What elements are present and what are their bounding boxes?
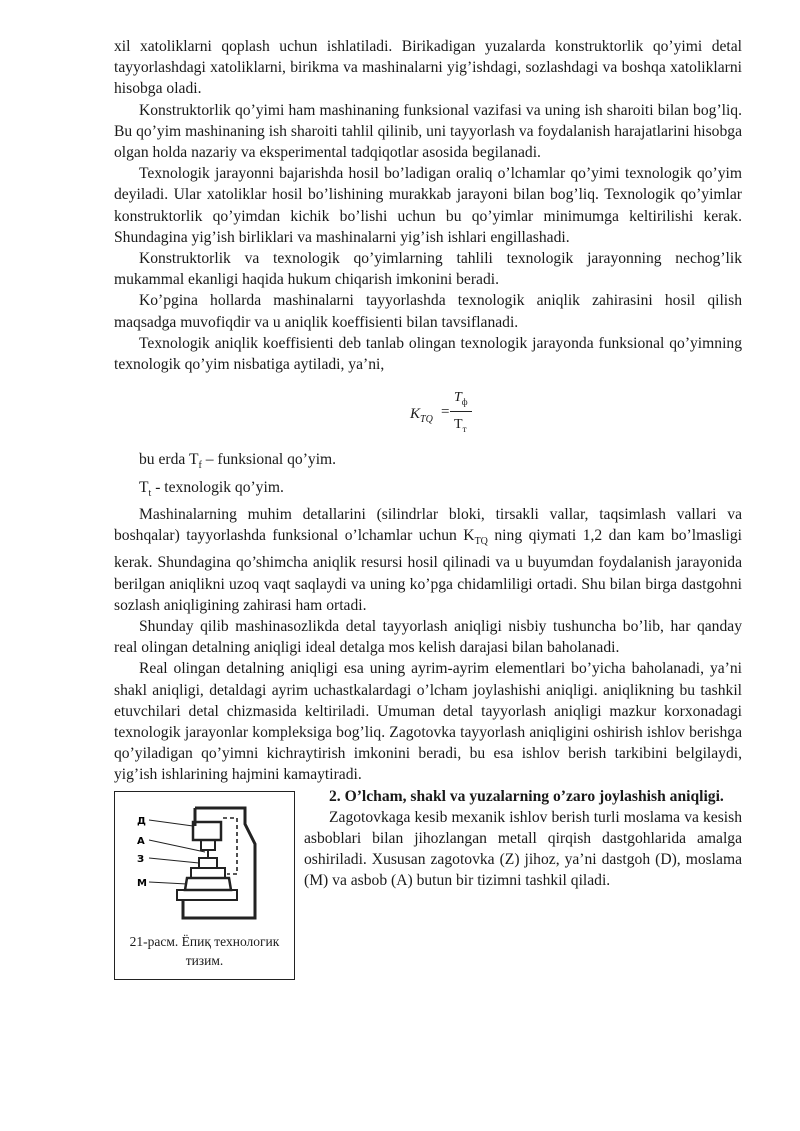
paragraph: Konstruktorlik qo’yimi ham mashinaning funksional vazifasi va uning ish sharoiti bilan bog’liq. Bu qo’yim mashinaning ish sharoiti tahlil qilinib, uni tayyorlash va foydalanish harajatlarini hisobga olgan holda nazariy va eksperimental tadqiqotlar asosida begilanadi. <box>114 101 742 162</box>
section-block <box>114 786 742 1006</box>
paragraph: Ko’pgina hollarda mashinalarni tayyorlashda texnologik aniqlik zahirasini hosil qilish maqsadga muvofiqdir va u aniqlik koeffisienti bilan tavsiflanadi. <box>114 292 742 331</box>
paragraph: Konstruktorlik va texnologik qo’yimlarning tahlili texnologik jarayonning nechog’lik mukammal ekanligi haqida hukum chiqarish imkonini beradi. <box>114 250 742 289</box>
paragraph: Texnologik aniqlik koeffisienti deb tanlab olingan texnologik jarayonda funksional qo’yimning texnologik qo’yim nisbatiga aytiladi, ya’ni, <box>114 334 742 374</box>
figure-caption: 21-расм. Ёпиқ технологик тизим. <box>129 933 280 968</box>
figure-closed-technological-system <box>114 791 295 980</box>
formula-denominator: $T_т$ <box>454 417 467 435</box>
label-a: А <box>137 835 145 847</box>
paragraph: Mashinalarning muhim detallarini (silindrlar bloki, tirsakli vallar, taqsimlash vallari va boshqalar) tayyorlashda funksional o’lchamlar uchun $K_{TQ}$ ning qiymati 1,2 dan kam bo’lmasligi kerak. Shundagina qo’shimcha aniqlik resursi hosil qilinadi va u buyumdan foydalanish jarayonida berilgan aniqlikni uzoq vaqt saqlaydi va uning ko’pga chidamliligi ortadi. Shu bilan birga dastgohni sozlash aniqligining zahirasi ham ortadi. <box>114 505 742 614</box>
definition-tf: bu erda $T_f$ – funksional qo’yim. <box>139 451 337 472</box>
formula-lhs: $K_{TQ}$ <box>410 406 433 426</box>
paragraph: Texnologik jarayonni bajarishda hosil bo’ladigan oraliq o’lchamlar qo’yimi texnologik qo’yim deyiladi. Ular xatoliklar hosil bo’lishining murakkab jarayoni bilan bog’liq. Texnologik qo’yimlar konstruktorlik qo’yimdan kichik bo’lishi uchun bu qo’yimlar minimumga keltirilishi kerak. Shundagina yig’ish birliklari va mashinalarni yig’ish ishlari engillashadi. <box>114 165 742 246</box>
label-z: З <box>137 853 145 865</box>
section-text <box>304 786 742 892</box>
machine-tool-drawing <box>127 800 282 930</box>
definition-tt: $T_t$ - texnologik qo’yim. <box>139 478 284 499</box>
label-d: Д <box>137 815 146 827</box>
label-m: М <box>137 877 147 889</box>
fraction-bar <box>450 411 472 412</box>
formula-equals: = <box>441 404 450 421</box>
paragraph: xil xatoliklarni qoplash uchun ishlatiladi. Birikadigan yuzalarda konstruktorlik qo’yimi detal tayyorlashdagi xatoliklarni, birikma va mashinalarni yig’ishdagi, sozlashdagi va boshqa xatoliklarni hisobga oladi. <box>114 38 742 98</box>
section-heading: 2. O’lcham, shakl va yuzalarning o’zaro joylashish aniqligi. <box>329 787 724 805</box>
document-page <box>114 36 742 1006</box>
paragraph: Shunday qilib mashinasozlikda detal tayyorlash aniqligi nisbiy tushuncha bo’lib, har qanday real olingan detalning aniqligi ideal detalga mos kelish darajasi bilan baholanadi. <box>114 618 742 657</box>
paragraph: Zagotovkaga kesib mexanik ishlov berish turli moslama va kesish asboblari bilan jihozlangan metall qirqish dastgohlarida amalga oshiriladi. Xususan zagotovka (Z) jihoz, ya’ni dastgoh (D), moslama (M) va asbob (A) butun bir tizimni tashkil qiladi. <box>304 808 742 890</box>
paragraph: Real olingan detalning aniqligi esa uning ayrim-ayrim elementlari bo’yicha baholanadi, ya’ni shakl aniqligi, detaldagi ayrim uchastkalardagi o’lcham joylashishi aniqligi. aniqlikning bu tashkil etuvchilari detal chizmasida keltiriladi. Umuman detal tayyorlash aniqligi mazkur korxonadagi texnologik jarayonlar kompleksiga bog’liq. Zagotovka tayyorlash aniqligini oshirish ishlov berishga qo’yiladigan qo’yimni kichraytirish imkonini beradi, bu esa ishlov berish tarkibini belgilaydi, yig’ish ishlarining hajmini kamaytiradi. <box>114 660 742 784</box>
formula-numerator: $T_ф$ <box>454 390 468 408</box>
accuracy-coefficient-formula <box>114 387 742 443</box>
